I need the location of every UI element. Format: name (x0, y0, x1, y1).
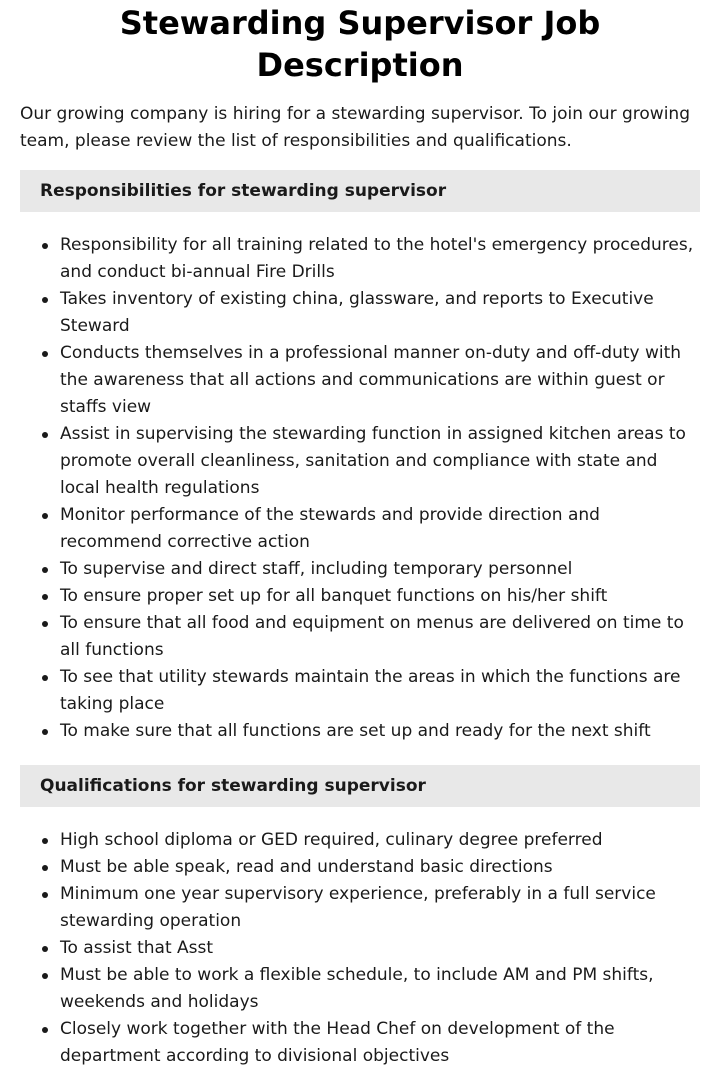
list-item-text: Responsibility for all training related to the hotel's emergency procedures, and conduct bi-annual Fire Drills (60, 235, 694, 282)
list-item (60, 556, 700, 583)
list-item-text: Conducts themselves in a professional manner on-duty and off-duty with the awareness that all actions and communications are within guest or staffs view (60, 343, 682, 417)
list-item-text: To ensure proper set up for all banquet functions on his/her shift (60, 586, 608, 606)
bullet-icon (42, 432, 48, 438)
list-item (60, 664, 700, 718)
list-item-text: To make sure that all functions are set up and ready for the next shift (60, 721, 651, 741)
list-item (60, 232, 700, 286)
bullet-icon (42, 594, 48, 600)
list-item-text: To assist that Asst (60, 938, 214, 958)
list-item-text: To ensure that all food and equipment on menus are delivered on time to all functions (60, 613, 684, 660)
bullet-icon (42, 892, 48, 898)
list-item-text: To supervise and direct staff, including temporary personnel (60, 559, 573, 579)
bullet-icon (42, 865, 48, 871)
bullet-icon (42, 946, 48, 952)
qualifications-heading: Qualifications for stewarding supervisor (20, 765, 700, 807)
list-item (60, 827, 700, 854)
list-item (60, 881, 700, 935)
responsibilities-heading: Responsibilities for stewarding supervisor (20, 170, 700, 212)
list-item-text: Takes inventory of existing china, glassware, and reports to Executive Steward (60, 289, 654, 336)
list-item-text: Assist in supervising the stewarding function in assigned kitchen areas to promote overall cleanliness, sanitation and compliance with state and local health regulations (60, 424, 686, 498)
list-item-text: Minimum one year supervisory experience, preferably in a full service stewarding operation (60, 884, 656, 931)
bullet-icon (42, 513, 48, 519)
list-item (60, 935, 700, 962)
list-item (60, 718, 700, 745)
responsibilities-list (20, 232, 700, 745)
list-item (60, 610, 700, 664)
bullet-icon (42, 567, 48, 573)
bullet-icon (42, 297, 48, 303)
list-item-text: Must be able speak, read and understand basic directions (60, 857, 553, 877)
bullet-icon (42, 973, 48, 979)
list-item (60, 340, 700, 421)
list-item (60, 583, 700, 610)
qualifications-list (20, 827, 700, 1070)
list-item (60, 421, 700, 502)
list-item-text: Closely work together with the Head Chef on development of the department according to divisional objectives (60, 1019, 615, 1066)
list-item (60, 962, 700, 1016)
list-item-text: Monitor performance of the stewards and provide direction and recommend corrective action (60, 505, 600, 552)
intro-paragraph: Our growing company is hiring for a stewarding supervisor. To join our growing team, please review the list of responsibilities and qualifications. (20, 104, 690, 151)
bullet-icon (42, 675, 48, 681)
list-item-text: To see that utility stewards maintain the areas in which the functions are taking place (60, 667, 681, 714)
bullet-icon (42, 1027, 48, 1033)
list-item (60, 502, 700, 556)
list-item-text: High school diploma or GED required, culinary degree preferred (60, 830, 603, 850)
bullet-icon (42, 351, 48, 357)
list-item (60, 286, 700, 340)
bullet-icon (42, 621, 48, 627)
bullet-icon (42, 838, 48, 844)
bullet-icon (42, 243, 48, 249)
list-item (60, 854, 700, 881)
list-item-text: Must be able to work a flexible schedule, to include AM and PM shifts, weekends and holidays (60, 965, 654, 1012)
page-title: Stewarding Supervisor Job Description (119, 4, 601, 84)
bullet-icon (42, 729, 48, 735)
list-item (60, 1016, 700, 1070)
